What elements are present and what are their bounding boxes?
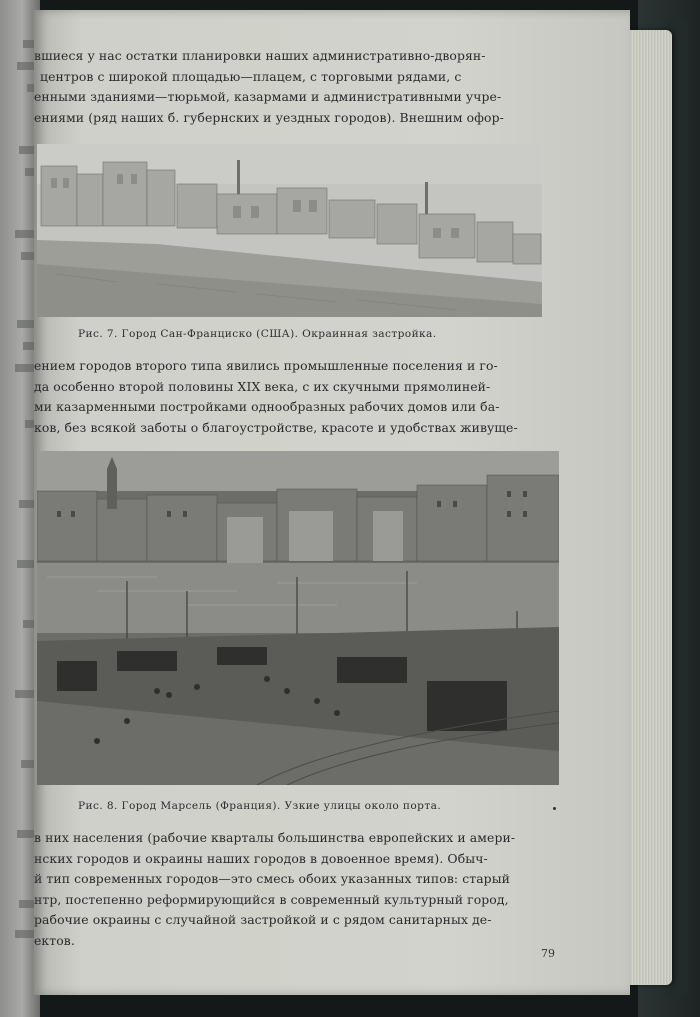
text-line: ми казарменными постройками однообразных рабочих домов или ба- xyxy=(34,399,500,414)
text-line: в них населения (рабочие кварталы большинства европейских и амери- xyxy=(34,830,516,845)
text-line: вшиеся у нас остатки планировки наших административно-дворян- xyxy=(34,48,486,63)
san-francisco-photo xyxy=(37,144,542,317)
paragraph-1 xyxy=(34,46,574,128)
text-line: да особенно второй половины XIX века, с их скучными прямолиней- xyxy=(34,378,491,394)
speck xyxy=(553,807,556,810)
paragraph-2 xyxy=(34,356,574,438)
page-block-edges xyxy=(628,30,672,985)
text-line: ениями (ряд наших б. губернских и уездных городов). Внешним офор- xyxy=(34,109,504,125)
marseille-photo xyxy=(37,451,559,785)
figure-8-photo xyxy=(37,451,559,785)
page-number: 79 xyxy=(541,947,555,960)
paragraph-3 xyxy=(34,828,574,951)
text-line: й тип современных городов—это смесь обоих указанных типов: старый xyxy=(34,871,511,886)
figure-7-photo xyxy=(37,144,542,317)
figure-7-caption: Рис. 7. Город Сан-Франциско (США). Окраинная застройка. xyxy=(78,328,437,340)
text-line: центров с широкой площадью—плацем, с торговыми рядами, с xyxy=(40,68,462,84)
text-line: нтр, постепенно реформирующийся в современный культурный город, xyxy=(34,891,509,907)
text-line: ектов. xyxy=(34,932,75,948)
book-page xyxy=(34,10,630,995)
text-line: нских городов и окраины наших городов в довоенное время). Обыч- xyxy=(34,850,488,866)
text-line: ков, без всякой заботы о благоустройстве, красоте и удобствах живуще- xyxy=(34,419,518,435)
text-line: рабочие окраины с случайной застройкой и с рядом санитарных де- xyxy=(34,912,492,927)
text-line: ением городов второго типа явились промышленные поселения и го- xyxy=(34,358,498,373)
figure-8-caption: Рис. 8. Город Марсель (Франция). Узкие улицы около порта. xyxy=(78,800,442,812)
text-line: енными зданиями—тюрьмой, казармами и административными учре- xyxy=(34,89,502,104)
